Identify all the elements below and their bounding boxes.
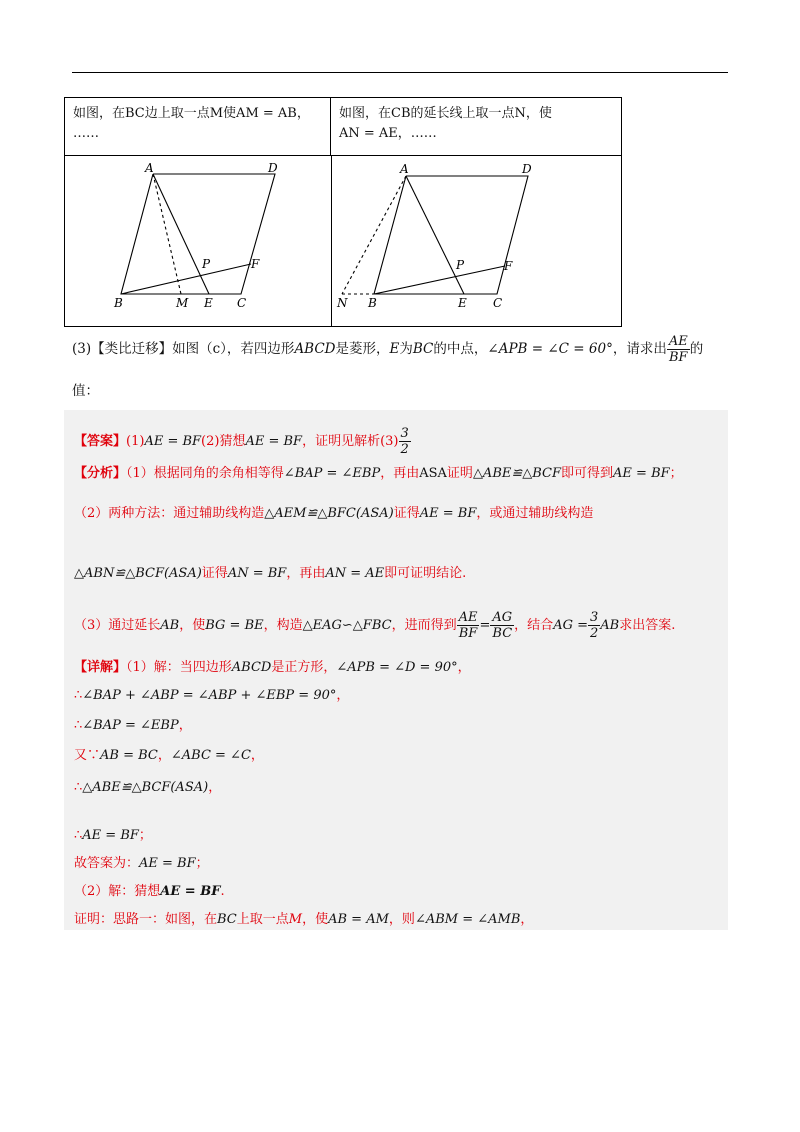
text-fragment: 3 — [400, 426, 409, 441]
label-c: C — [493, 296, 503, 310]
detail-line-2 — [74, 684, 349, 703]
text-fragment: AE = BF — [139, 856, 196, 871]
text-fragment: ∠APB = ∠D = 90° — [336, 660, 458, 675]
text-fragment: AB — [160, 618, 180, 633]
text-fragment: AG — [492, 610, 513, 625]
fraction-denominator: BF — [668, 350, 688, 365]
text-fragment: ∴ — [74, 828, 83, 843]
text-fragment: ，结合 — [514, 618, 554, 633]
detail-line-4 — [74, 744, 264, 763]
header-rule — [72, 72, 728, 73]
text-fragment: ∴ — [74, 780, 83, 795]
text-fragment: ∴ — [74, 718, 83, 733]
label-c: C — [237, 296, 247, 310]
text-fragment: 求出答案. — [619, 618, 676, 633]
text-fragment: = — [479, 618, 491, 633]
figure-left — [65, 156, 331, 326]
text-fragment: ； — [669, 466, 683, 481]
text-fragment: 又∵ — [74, 748, 101, 763]
text-fragment: BF — [458, 626, 478, 641]
text-fragment: AB = BC — [100, 748, 158, 763]
label-m: M — [176, 296, 189, 310]
label-e: E — [458, 296, 467, 310]
text-fragment: BC — [217, 912, 237, 927]
text-fragment: 证得 — [393, 506, 420, 521]
text-fragment: △EAG∽△FBC — [302, 618, 392, 633]
text-fragment: ，证明见解析(3) — [302, 434, 399, 449]
fraction — [490, 610, 514, 641]
text-fragment: ，使 — [179, 618, 206, 633]
answer-box — [64, 410, 728, 930]
text-fragment: AE = BF — [613, 466, 670, 481]
detail-line-1 — [74, 656, 471, 675]
text-fragment: ，或通过辅助线构造 — [476, 506, 594, 521]
text-fragment: ， — [157, 748, 171, 763]
q3-math-abcd: ABCD — [294, 341, 336, 357]
text-fragment: AB — [600, 618, 620, 633]
figure-right — [332, 156, 622, 326]
text-fragment: ∠BAP + ∠ABP = ∠ABP + ∠EBP = 90° — [82, 688, 337, 703]
label-a: A — [400, 162, 409, 176]
label-d: D — [522, 162, 532, 176]
answer-line — [74, 426, 411, 457]
text-fragment: AE — [458, 610, 478, 625]
detail-line-6 — [74, 824, 152, 843]
text-fragment: （1）根据同角的余角相等得 — [126, 466, 284, 481]
label-p: P — [202, 257, 211, 271]
text-fragment: 即可得到 — [561, 466, 614, 481]
text-fragment: ∠ABC = ∠C — [170, 748, 251, 763]
text-fragment: 即可证明结论. — [384, 566, 467, 581]
text-fragment: ∠ABM = ∠AMB — [414, 912, 521, 927]
text-fragment: （2）两种方法：通过辅助线构造 — [74, 506, 265, 521]
text-fragment: （3）通过延长 — [74, 618, 161, 633]
q3-text: 的中点， — [433, 341, 488, 357]
q3-math-bc: BC — [412, 341, 434, 357]
q3-text: ，请求出 — [612, 341, 667, 357]
q3-text: 是菱形， — [335, 341, 390, 357]
text-fragment: AN = BF — [227, 566, 287, 581]
label-p: P — [456, 258, 465, 272]
text-fragment: （1）解：当四边形 — [126, 660, 232, 675]
label-a: A — [145, 161, 154, 175]
parallelogram-abcd — [374, 176, 528, 294]
analysis-tag: 【分析】 — [74, 466, 127, 481]
segment-bf — [374, 266, 505, 294]
text-fragment: △ABE≌△BCF(ASA) — [82, 780, 209, 795]
text-fragment: ∠BAP = ∠EBP — [283, 466, 381, 481]
text-fragment: 证得 — [201, 566, 228, 581]
analysis-line-3 — [74, 562, 466, 581]
label-n: N — [337, 296, 348, 310]
text-fragment: AE = BF — [82, 828, 139, 843]
q3-text-tail: 值： — [72, 383, 99, 399]
text-fragment: AE = BF — [144, 434, 202, 449]
text-fragment: ， — [457, 660, 471, 675]
question-3 — [72, 334, 732, 403]
right-hint-ellipsis: AN = AE，…… — [339, 126, 437, 141]
text-fragment: M — [288, 912, 303, 927]
text-fragment: △ABN≌△BCF(ASA) — [74, 566, 202, 581]
text-fragment: 2 — [400, 442, 409, 457]
label-b: B — [368, 296, 377, 310]
text-fragment: ASA — [419, 466, 447, 481]
right-hint-text: 如图，在CB的延长线上取一点N，使 — [339, 106, 552, 121]
analysis-line-4 — [74, 610, 675, 641]
text-fragment: AE = BF — [160, 884, 221, 899]
q3-text: 为 — [399, 341, 413, 357]
segment-bf — [121, 264, 251, 294]
text-fragment: 故答案为： — [74, 856, 140, 871]
text-fragment: AE = BF — [419, 506, 477, 521]
answer-fraction — [399, 426, 411, 457]
fraction — [457, 610, 480, 641]
text-fragment: ，进而得到 — [391, 618, 457, 633]
text-fragment: ABCD — [231, 660, 272, 675]
detail-line-9 — [74, 908, 533, 927]
label-e: E — [204, 296, 213, 310]
text-fragment: ， — [336, 688, 350, 703]
text-fragment: ，再由 — [286, 566, 326, 581]
label-f: F — [504, 259, 513, 273]
label-b: B — [114, 296, 123, 310]
text-fragment: ∠BAP = ∠EBP — [82, 718, 179, 733]
label-f: F — [251, 257, 260, 271]
label-d: D — [268, 161, 278, 175]
text-fragment: AG = — [553, 618, 588, 633]
q3-math-condition: ∠APB = ∠C = 60° — [487, 341, 613, 357]
text-fragment: ，再由 — [380, 466, 420, 481]
q3-math-e: E — [389, 341, 400, 357]
text-fragment: ，使 — [302, 912, 329, 927]
analysis-line-1 — [74, 462, 683, 481]
text-fragment: (1) — [126, 434, 145, 449]
segment-an-dashed — [342, 176, 406, 294]
text-fragment: △AEM≌△BFC(ASA) — [264, 506, 394, 521]
segment-am-dashed — [153, 174, 181, 294]
q3-text: 的 — [689, 341, 704, 357]
detail-line-7 — [74, 852, 209, 871]
detail-line-5 — [74, 776, 221, 795]
text-fragment: ∴ — [74, 688, 83, 703]
text-fragment: ， — [208, 780, 222, 795]
text-fragment: ，构造 — [263, 618, 303, 633]
right-hint-cell — [331, 98, 621, 155]
detail-tag: 【详解】 — [74, 660, 127, 675]
text-fragment: 证明 — [446, 466, 473, 481]
text-fragment: . — [220, 884, 225, 899]
text-fragment: （2）解：猜想 — [74, 884, 161, 899]
text-fragment: ，则 — [388, 912, 415, 927]
text-fragment: AE = BF — [245, 434, 303, 449]
text-fragment: ， — [250, 748, 264, 763]
q3-fraction — [667, 334, 690, 365]
text-fragment: 是正方形， — [271, 660, 337, 675]
text-fragment: 3 — [590, 610, 599, 625]
text-fragment: ； — [138, 828, 152, 843]
q3-text: (3)【类比迁移】如图（c），若四边形 — [72, 341, 295, 357]
text-fragment: 2 — [590, 626, 599, 641]
text-fragment: 上取一点 — [236, 912, 289, 927]
text-fragment: AB = AM — [328, 912, 389, 927]
fraction-numerator: AE — [668, 334, 688, 349]
analysis-line-2 — [74, 502, 593, 521]
hint-table — [64, 97, 622, 327]
text-fragment: AN = AE — [325, 566, 385, 581]
text-fragment: BC — [492, 626, 513, 641]
text-fragment: ； — [195, 856, 209, 871]
left-hint-ellipsis: …… — [73, 126, 99, 141]
left-hint-cell — [65, 98, 331, 155]
text-fragment: ， — [520, 912, 534, 927]
text-fragment: ， — [178, 718, 192, 733]
text-fragment: △ABE≌△BCF — [472, 466, 562, 481]
fraction — [588, 610, 600, 641]
text-fragment: BG = BE — [205, 618, 264, 633]
text-fragment: (2)猜想 — [201, 434, 246, 449]
detail-line-8 — [74, 880, 225, 899]
detail-line-3 — [74, 714, 192, 733]
left-hint-text: 如图，在BC边上取一点M使AM = AB， — [73, 106, 310, 121]
answer-tag: 【答案】 — [74, 434, 127, 449]
text-fragment: 证明：思路一：如图，在 — [74, 912, 218, 927]
